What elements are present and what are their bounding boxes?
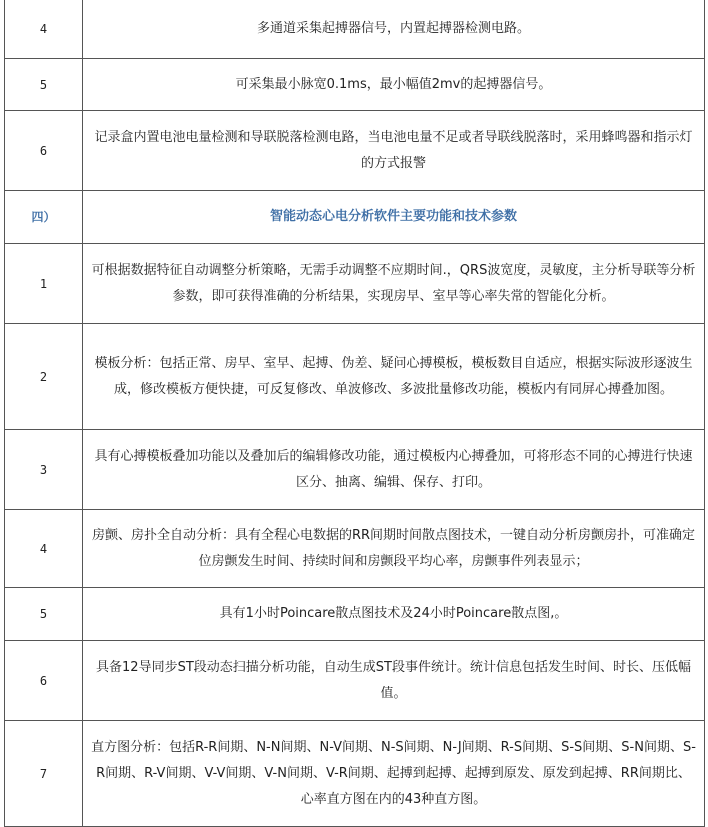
table-row [5, 721, 705, 827]
row-description: 房颤、房扑全自动分析：具有全程心电数据的RR间期时间散点图技术，一键自动分析房颤房扑，可准确定位房颤发生时间、持续时间和房颤段平均心率，房颤事件列表显示； [83, 510, 705, 588]
spec-table [4, 0, 705, 827]
section-number: 四） [5, 191, 83, 244]
row-number: 5 [5, 59, 83, 111]
table-row [5, 111, 705, 191]
row-number: 4 [5, 510, 83, 588]
table-row [5, 244, 705, 324]
section-title: 智能动态心电分析软件主要功能和技术参数 [83, 191, 705, 244]
table-row [5, 510, 705, 588]
row-number: 1 [5, 244, 83, 324]
row-number: 4 [5, 0, 83, 59]
table-row [5, 324, 705, 430]
table-row [5, 430, 705, 510]
table-row [5, 59, 705, 111]
table-row [5, 588, 705, 641]
row-description: 具有1小时Poincare散点图技术及24小时Poincare散点图,。 [83, 588, 705, 641]
row-description: 可根据数据特征自动调整分析策略，无需手动调整不应期时间.，QRS波宽度，灵敏度，主分析导联等分析参数，即可获得准确的分析结果，实现房早、室早等心率失常的智能化分析。 [83, 244, 705, 324]
row-number: 6 [5, 111, 83, 191]
row-description: 具有心搏模板叠加功能以及叠加后的编辑修改功能，通过模板内心搏叠加，可将形态不同的心搏进行快速区分、抽离、编辑、保存、打印。 [83, 430, 705, 510]
row-description: 可采集最小脉宽0.1ms，最小幅值2mv的起搏器信号。 [83, 59, 705, 111]
row-number: 6 [5, 641, 83, 721]
row-description: 多通道采集起搏器信号，内置起搏器检测电路。 [83, 0, 705, 59]
row-description: 具备12导同步ST段动态扫描分析功能，自动生成ST段事件统计。统计信息包括发生时间、时长、压低幅值。 [83, 641, 705, 721]
row-description: 模板分析：包括正常、房早、室早、起搏、伪差、疑问心搏模板，模板数目自适应，根据实际波形逐波生成，修改模板方便快捷，可反复修改、单波修改、多波批量修改功能，模板内有同屏心搏叠加图。 [83, 324, 705, 430]
row-number: 7 [5, 721, 83, 827]
row-number: 5 [5, 588, 83, 641]
row-number: 2 [5, 324, 83, 430]
row-number: 3 [5, 430, 83, 510]
row-description: 记录盒内置电池电量检测和导联脱落检测电路，当电池电量不足或者导联线脱落时，采用蜂鸣器和指示灯的方式报警 [83, 111, 705, 191]
table-row [5, 0, 705, 59]
section-header-row [5, 191, 705, 244]
table-row [5, 641, 705, 721]
row-description: 直方图分析：包括R-R间期、N-N间期、N-V间期、N-S间期、N-J间期、R-S间期、S-S间期、S-N间期、S-R间期、R-V间期、V-V间期、V-N间期、V-R间期、起搏到起搏、起搏到原发、原发到起搏、RR间期比、心率直方图在内的43种直方图。 [83, 721, 705, 827]
